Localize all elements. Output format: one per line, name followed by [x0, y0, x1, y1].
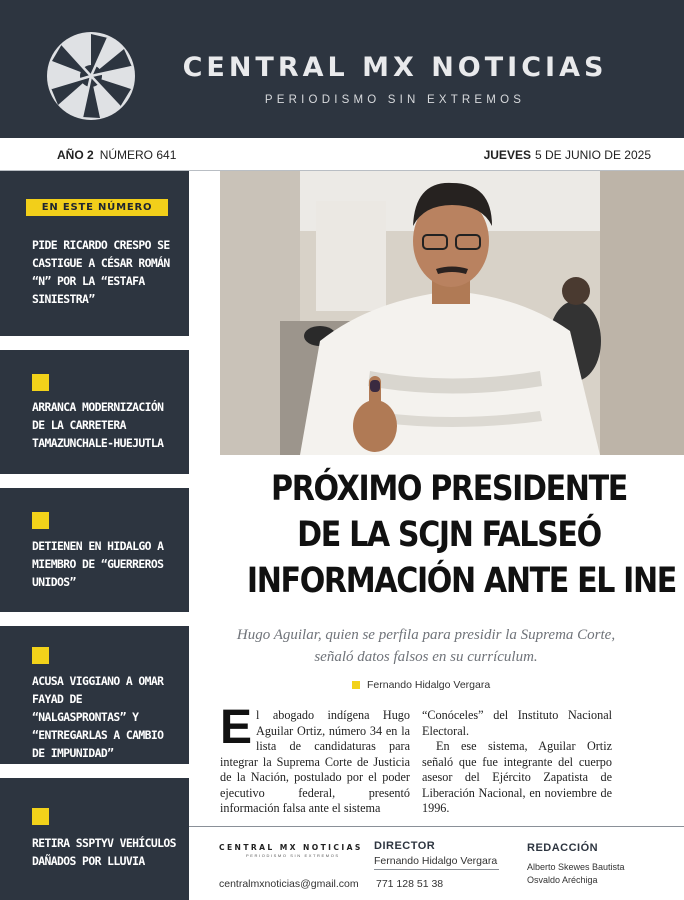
publication-title: CENTRAL MX NOTICIAS	[182, 52, 608, 83]
masthead	[0, 0, 684, 138]
footer-brand: CENTRAL MX NOTICIAS	[219, 843, 363, 852]
lead-photo	[220, 171, 684, 455]
issue-date	[484, 148, 651, 162]
footer-brand-tagline: PERIODISMO SIN EXTREMOS	[246, 853, 340, 858]
article-column-2	[422, 708, 612, 817]
byline: Fernando Hidalgo Vergara	[367, 679, 491, 691]
footer-email-link[interactable]: centralmxnoticias@gmail.com	[219, 878, 359, 890]
bullet-square-icon	[32, 374, 49, 391]
main-headline	[214, 466, 684, 604]
bullet-square-icon	[32, 808, 49, 825]
newsroom-name-2: Osvaldo Aréchiga	[527, 875, 598, 885]
subheadline: Hugo Aguilar, quien se perfila para presidir la Suprema Corte, señaló datos falsos en su currículum.	[236, 627, 616, 665]
footer-underline	[374, 869, 499, 870]
headline-line-2: DE LA SCJN FALSEÓ	[297, 515, 601, 555]
article-text-col1: l abogado indígena Hugo Aguilar Ortiz, número 34 en la lista de candidaturas para integrar la Suprema Corte de Justicia de la Nación, postulado por el poder ejecutivo federal, presentó información falsa ante el sistema	[220, 708, 410, 815]
director-label: DIRECTOR	[374, 840, 436, 852]
issue-date-text: 5 DE JUNIO DE 2025	[534, 148, 651, 162]
newsroom-name-1: Alberto Skewes Bautista	[527, 862, 625, 872]
footer-phone[interactable]: 771 128 51 38	[376, 878, 444, 890]
issue-number: NÚMERO 641	[99, 148, 177, 162]
newsroom-label: REDACCIÓN	[527, 842, 599, 854]
headline-line-1: PRÓXIMO PRESIDENTE	[271, 469, 627, 509]
issue-info	[57, 148, 176, 162]
article-text-col2-p1: “Conóceles” del Instituto Nacional Electoral.	[422, 708, 612, 738]
sidebar-headline-1[interactable]: PIDE RICARDO CRESPO SE CASTIGUE A CÉSAR ROMÁN “N” POR LA “ESTAFA SINIESTRA”	[32, 238, 170, 306]
publication-tagline: PERIODISMO SIN EXTREMOS	[264, 94, 526, 106]
sidebar-headline-3[interactable]: DETIENEN EN HIDALGO A MIEMBRO DE “GUERREROS UNIDOS”	[32, 539, 164, 589]
issue-year: AÑO 2	[57, 148, 94, 162]
article-text-col2-p2: En ese sistema, Aguilar Ortiz señaló que fue integrante del cuerpo asesor del Ejército Zapatista de Liberación Nacional, en noviembre de 1996.	[422, 739, 612, 815]
camera-aperture-icon	[46, 31, 136, 121]
issue-bar	[0, 138, 684, 171]
bullet-square-icon	[32, 512, 49, 529]
footer-divider	[189, 826, 684, 827]
sidebar-headline-5[interactable]: RETIRA SSPTYV VEHÍCULOS DAÑADOS POR LLUVIA	[32, 836, 176, 868]
director-name: Fernando Hidalgo Vergara	[374, 855, 498, 867]
byline-square-icon	[352, 681, 360, 689]
article-column-1	[220, 701, 410, 817]
headline-line-3: INFORMACIÓN ANTE EL INE	[246, 561, 676, 601]
sidebar-headline-2[interactable]: ARRANCA MODERNIZACIÓN DE LA CARRETERA TAMAZUNCHALE-HUEJUTLA	[32, 400, 164, 450]
bullet-square-icon	[32, 647, 49, 664]
section-tag: EN ESTE NÚMERO	[26, 199, 168, 216]
drop-cap: E	[220, 701, 253, 754]
sidebar-headline-4[interactable]: ACUSA VIGGIANO A OMAR FAYAD DE “NALGASPRONTAS” Y “ENTREGARLAS A CAMBIO DE IMPUNIDAD”	[32, 674, 164, 760]
issue-weekday: JUEVES	[483, 148, 531, 162]
